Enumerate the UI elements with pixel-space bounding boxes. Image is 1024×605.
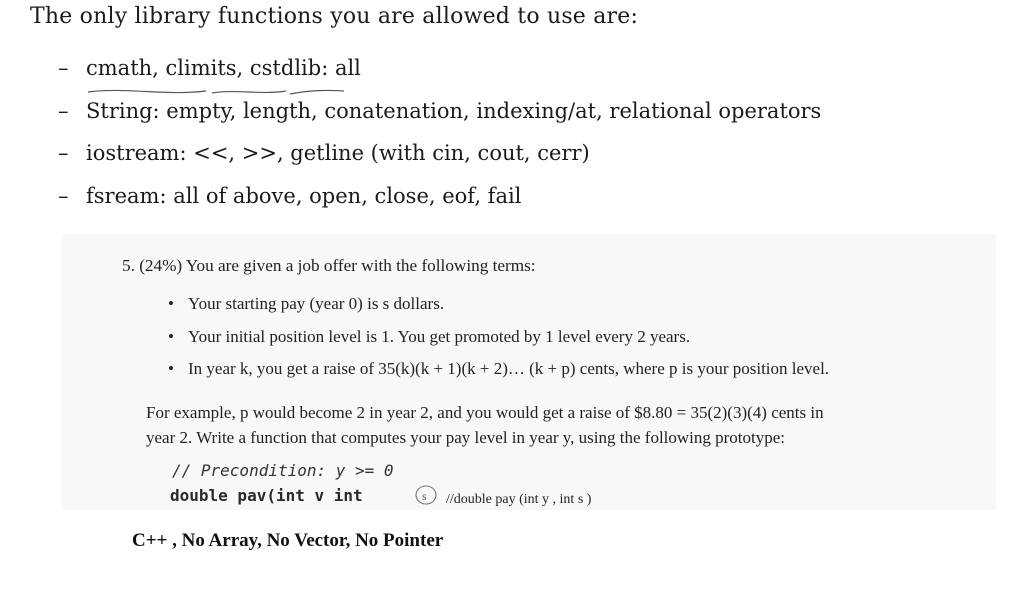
precondition-code: // Precondition: y >= 0 <box>172 461 394 480</box>
term-item: • Your initial position level is 1. You get promoted by 1 level every 2 years. <box>168 326 691 346</box>
rule-item: – iostream: <<, >>, getline (with cin, cout, cerr) <box>58 141 590 165</box>
prototype-comment: //double pay (int y , int s ) <box>446 492 592 507</box>
problem-terms-list <box>168 294 829 392</box>
rule-item: – fsream: all of above, open, close, eof, fail <box>58 183 522 208</box>
allowed-functions-list <box>58 56 821 226</box>
rule-item: – cmath, climits, cstdlib: all <box>58 56 361 80</box>
problem-paragraph <box>146 400 996 450</box>
problem-title: 5. (24%) You are given a job offer with the following terms: <box>122 256 536 275</box>
term-item: • In year k, you get a raise of 35(k)(k + 1)(k + 2)… (k + p) cents, where p is your position level. <box>168 359 830 378</box>
rule-text: String: empty, length, conatenation, indexing/at, relational operators <box>86 98 822 123</box>
svg-text:s: s <box>422 489 427 503</box>
handwritten-circled-s <box>414 484 438 506</box>
rule-text: fsream: all of above, open, close, eof, fail <box>86 183 522 208</box>
rule-item: – String: empty, length, conatenation, indexing/at, relational operators <box>58 98 822 123</box>
rule-text: cmath, climits, cstdlib: all <box>86 56 361 80</box>
paragraph-line: For example, p would become 2 in year 2, and you would get a raise of $8.80 = 35(2)(3)(4) cents in <box>146 403 824 422</box>
prototype-code: double pav(int v int <box>170 486 363 505</box>
term-item: • Your starting pay (year 0) is s dollars. <box>168 294 445 313</box>
paragraph-line: year 2. Write a function that computes your pay level in year y, using the following prototype: <box>146 428 786 447</box>
rule-text: iostream: <<, >>, getline (with cin, cout, cerr) <box>86 141 590 165</box>
page-heading: The only library functions you are allowed to use are: <box>30 4 639 29</box>
constraints-note: C++ , No Array, No Vector, No Pointer <box>132 530 444 551</box>
